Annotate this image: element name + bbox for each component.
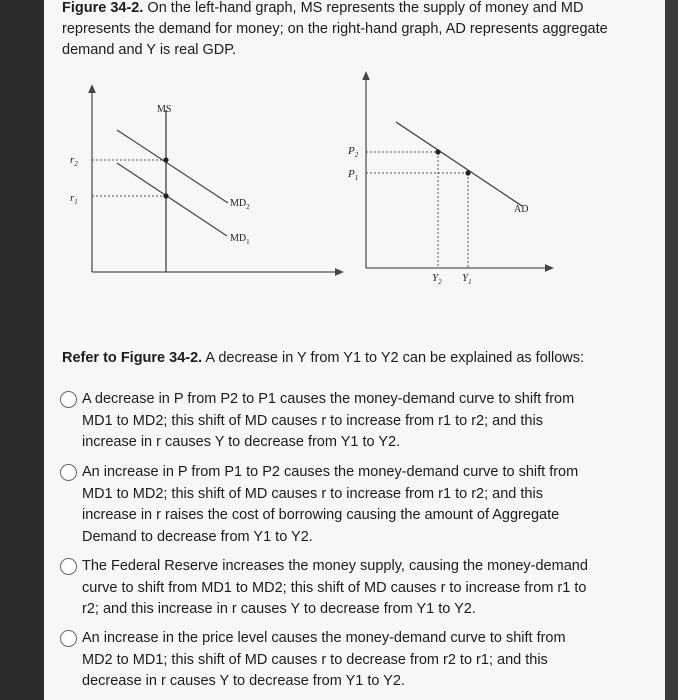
y1-label: $Y_1$: [462, 272, 472, 286]
p2-label: $P_2$: [348, 145, 359, 159]
answer-option-3[interactable]: [60, 556, 600, 621]
question-prompt: [62, 350, 622, 366]
md2-label: $MD_2$: [230, 198, 250, 211]
right-point-1: [465, 170, 470, 175]
radio-button[interactable]: [60, 391, 77, 408]
r1-label: $r_1$: [70, 192, 78, 206]
caption-figure-label: Figure 34-2.: [62, 0, 144, 16]
caption-text: On the left-hand graph, MS represents the supply of money and MD represents the demand for money; on the right-hand graph, AD represents aggregate demand and Y is real GDP.: [62, 0, 608, 58]
answer-option-4[interactable]: [60, 628, 600, 693]
answer-option-1[interactable]: [60, 389, 600, 454]
radio-button[interactable]: [60, 464, 77, 481]
answer-option-text: The Federal Reserve increases the money supply, causing the money-demand curve to shift from MD1 to MD2; this shift of MD causes r to increase from r1 to r2; and this increase in r causes Y to decrease from Y1 to Y2.: [82, 558, 588, 617]
right-graph: [347, 75, 550, 286]
p1-label: $P_1$: [348, 168, 359, 182]
md2-curve: [117, 130, 228, 203]
r2-label: $r_2$: [70, 154, 78, 168]
ad-curve: [396, 122, 522, 206]
background-edge: [665, 0, 678, 700]
right-point-2: [435, 149, 440, 154]
question-figure-ref: Refer to Figure 34-2.: [62, 350, 203, 366]
answer-option-text: An increase in the price level causes the money-demand curve to shift from MD2 to MD1; this shift of MD causes r to decrease from r2 to r1; and this decrease in r causes Y to decrease from Y1 to Y2.: [82, 630, 566, 689]
md1-label: $MD_1$: [230, 233, 250, 246]
y2-label: $Y_2$: [432, 272, 442, 286]
radio-button[interactable]: [60, 558, 77, 575]
answer-option-text: A decrease in P from P2 to P1 causes the money-demand curve to shift from MD1 to MD2; this shift of MD causes r to increase from r1 to r2; and this increase in r causes Y to decrease from Y1 to Y2.: [82, 391, 575, 450]
left-equilibrium-2: [163, 157, 168, 162]
question-text: A decrease in Y from Y1 to Y2 can be explained as follows:: [202, 350, 585, 366]
figure-graphs: [44, 60, 564, 300]
left-equilibrium-1: [163, 193, 168, 198]
radio-button[interactable]: [60, 630, 77, 647]
ms-label: MS: [157, 104, 172, 115]
ad-label: AD: [514, 204, 529, 215]
answer-option-text: An increase in P from P1 to P2 causes the money-demand curve to shift from MD1 to MD2; this shift of MD causes r to increase from r1 to r2; and this increase in r raises the cost of borrowing causing the amount of Aggregate Demand to decrease from Y1 to Y2.: [82, 464, 579, 545]
answer-option-2[interactable]: [60, 462, 600, 548]
md1-curve: [117, 163, 227, 236]
left-graph: [70, 88, 340, 272]
figure-caption: [62, 0, 622, 61]
